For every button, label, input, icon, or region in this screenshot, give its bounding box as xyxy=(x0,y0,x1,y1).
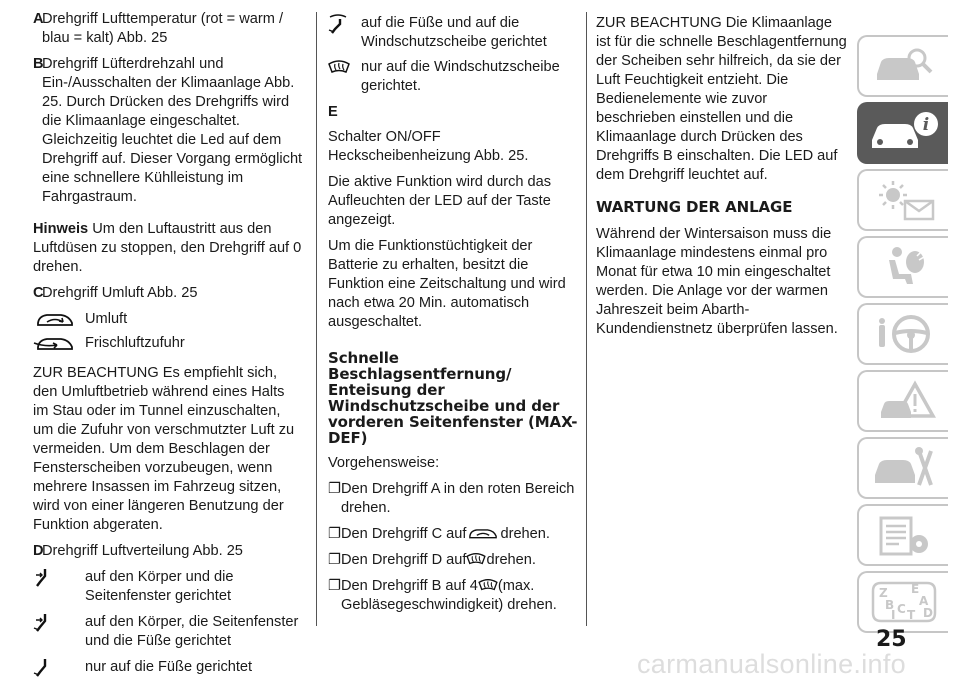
distribution-row-5 xyxy=(328,58,583,96)
step-1 xyxy=(328,480,583,518)
frischluft-row xyxy=(33,334,303,354)
hinweis-label: Hinweis xyxy=(33,221,89,237)
warning-triangle-icon xyxy=(869,378,939,424)
item-label: C xyxy=(33,285,44,301)
paragraph: Um die Funktionstüchtigkeit der Batterie zu erhalten, besitzt die Funktion eine Zeitschaltung und wird nach etwa 20 Min. automatisch ausgeschaltet. xyxy=(328,238,566,330)
column-2 xyxy=(328,14,583,622)
item-text: Drehgriff Lufttemperatur (rot = warm / blau = kalt) Abb. 25 xyxy=(42,11,284,46)
airflow-body-feet-icon xyxy=(33,613,85,633)
step-text-start: Den Drehgriff C auf xyxy=(341,526,467,542)
paragraph: Während der Wintersaison muss die Klimaanlage mindestens einmal pro Monat für etwa 10 min eingeschaltet werden. Die Anlage vor der warmen Jahreszeit beim Abarth-Kundendienstnetz überprüfen lassen. xyxy=(596,226,838,337)
step-text xyxy=(341,551,536,570)
fresh-air-icon xyxy=(33,334,85,354)
tab-index[interactable] xyxy=(857,571,948,633)
sub-text: nur auf die Füße gerichtet xyxy=(85,659,253,675)
checkbox-bullet-icon: ❐ xyxy=(328,552,342,568)
tab-warning-lights[interactable] xyxy=(857,169,948,231)
step-text xyxy=(341,577,583,615)
step-text-end: drehen. xyxy=(486,552,536,568)
umluft-row xyxy=(33,310,303,330)
column-divider xyxy=(316,12,317,626)
airflow-body-icon xyxy=(33,568,85,588)
item-label: B xyxy=(33,56,44,72)
svg-text:C: C xyxy=(896,602,906,616)
item-d xyxy=(33,542,303,561)
car-info-icon xyxy=(866,108,942,158)
column-1 xyxy=(33,10,303,685)
section-heading: WARTUNG DER ANLAGE xyxy=(596,198,793,216)
step-text-end: (max. Gebläsegeschwindigkeit) drehen. xyxy=(341,578,557,613)
tab-car-info[interactable] xyxy=(857,102,948,164)
step-2 xyxy=(328,525,583,544)
step-3 xyxy=(328,551,583,570)
svg-text:T: T xyxy=(906,608,915,622)
index-letters-icon xyxy=(867,577,941,627)
column-3 xyxy=(596,14,848,346)
page-number: 25 xyxy=(876,627,907,652)
warning-lights-icon xyxy=(869,177,939,223)
tab-warning-triangle[interactable] xyxy=(857,370,948,432)
paragraph: Vorgehensweise: xyxy=(328,455,440,471)
column-divider xyxy=(586,12,587,626)
step-text-end: drehen. xyxy=(500,526,550,542)
note-paragraph: ZUR BEACHTUNG Die Klimaanlage ist für die schnelle Beschlagentfernung der Scheiben sehr hilfreich, da sie der Luft Feuchtigkeit entzieht. Die Bedienelemente wie zuvor beschrieben einstellen und die Klimaanlage durch Drücken des Drehgriffs B einschalten. Die LED auf dem Drehgriff leuchtet auf. xyxy=(596,15,847,183)
sub-text: Frischluftzufuhr xyxy=(85,335,185,351)
item-e-label: E xyxy=(328,104,338,120)
item-text: Drehgriff Lüfterdrehzahl und Ein-/Ausschalten der Klimaanlage Abb. 25. Durch Drücken des Drehgriffs wird die Klimaanlage eingeschaltet. Gleichzeitig leuchtet die Led auf dem Drehgriff auf. Dieser Vorgang ermöglicht eine schnellere Kühlleistung im Fahrgastraum. xyxy=(42,56,303,205)
paragraph: Die aktive Funktion wird durch das Aufleuchten der LED auf der Taste angezeigt. xyxy=(328,174,552,228)
step-text-start: Den Drehgriff D auf xyxy=(341,552,467,568)
svg-text:Z: Z xyxy=(878,586,888,600)
step-text xyxy=(341,525,550,544)
item-c xyxy=(33,284,303,303)
step-4 xyxy=(328,577,583,615)
checkbox-bullet-icon: ❐ xyxy=(328,481,342,497)
distribution-row-4 xyxy=(328,14,583,52)
hinweis-paragraph xyxy=(33,220,303,277)
windshield-defrost-icon xyxy=(466,551,486,567)
checkbox-bullet-icon: ❐ xyxy=(328,578,342,594)
steering-wheel-icon xyxy=(869,311,939,357)
car-tools-icon xyxy=(869,445,939,491)
tab-technical-data[interactable] xyxy=(857,504,948,566)
svg-text:B: B xyxy=(884,598,894,612)
item-a xyxy=(33,10,303,48)
windshield-defrost-icon xyxy=(328,58,361,78)
recirculation-icon xyxy=(33,310,85,330)
item-e-text: Schalter ON/OFF Heckscheibenheizung Abb. 25. xyxy=(328,129,529,164)
sub-text: nur auf die Windschutzscheibe gerichtet. xyxy=(361,59,560,94)
step-text: Den Drehgriff A in den roten Bereich drehen. xyxy=(341,481,575,516)
sub-text: auf den Körper, die Seitenfenster und die Füße gerichtet xyxy=(85,614,299,649)
item-text: Drehgriff Umluft Abb. 25 xyxy=(42,285,198,301)
item-label: D xyxy=(33,543,44,559)
svg-text:D: D xyxy=(922,606,933,620)
svg-text:E: E xyxy=(910,582,919,596)
svg-text:I: I xyxy=(890,608,895,622)
windshield-defrost-icon xyxy=(478,577,498,593)
distribution-row-1 xyxy=(33,568,303,606)
sub-text: Umluft xyxy=(85,311,128,327)
step-text-start: Den Drehgriff B auf 4 xyxy=(341,578,478,594)
svg-text:A: A xyxy=(918,594,928,608)
airbag-seat-icon xyxy=(869,244,939,290)
item-text: Drehgriff Luftverteilung Abb. 25 xyxy=(42,543,243,559)
airflow-feet-icon xyxy=(33,658,85,678)
sub-text: auf den Körper und die Seitenfenster gerichtet xyxy=(85,569,234,604)
tab-steering-wheel[interactable] xyxy=(857,303,948,365)
note-paragraph: ZUR BEACHTUNG Es empfiehlt sich, den Umluftbetrieb während eines Halts im Stau oder im Tunnel einzuschalten, um die Zufuhr von verschmutzter Luft zu vermeiden. Um dem Beschlagen der Fensterscheiben vorzubeugen, wenn mehrere Insassen im Fahrzeug sitzen, wird von einer längeren Benutzung der Funktion abgeraten. xyxy=(33,365,295,533)
tab-airbag-seat[interactable] xyxy=(857,236,948,298)
recirculation-icon xyxy=(466,525,500,541)
airflow-feet-windshield-icon xyxy=(328,14,361,34)
distribution-row-2 xyxy=(33,613,303,651)
item-b xyxy=(33,55,303,207)
car-search-icon xyxy=(869,44,939,88)
tab-car-tools[interactable] xyxy=(857,437,948,499)
sub-text: auf die Füße und auf die Windschutzscheibe gerichtet xyxy=(361,15,547,50)
section-heading: Schnelle Beschlagsentfernung/ Enteisung der Windschutzscheibe und der vorderen Seitenfenster (MAX-DEF) xyxy=(328,349,578,447)
svg-text:i: i xyxy=(922,115,929,135)
hinweis-text: Um den Luftaustritt aus den Luftdüsen zu stoppen, den Drehgriff auf 0 drehen. xyxy=(33,221,302,275)
checkbox-bullet-icon: ❐ xyxy=(328,526,342,542)
watermark: carmanualsonline.info xyxy=(637,649,906,679)
item-label: A xyxy=(33,11,44,27)
distribution-row-3 xyxy=(33,658,303,678)
technical-data-icon xyxy=(869,512,939,558)
tab-car-search[interactable] xyxy=(857,35,948,97)
chapter-sidebar xyxy=(857,35,948,638)
